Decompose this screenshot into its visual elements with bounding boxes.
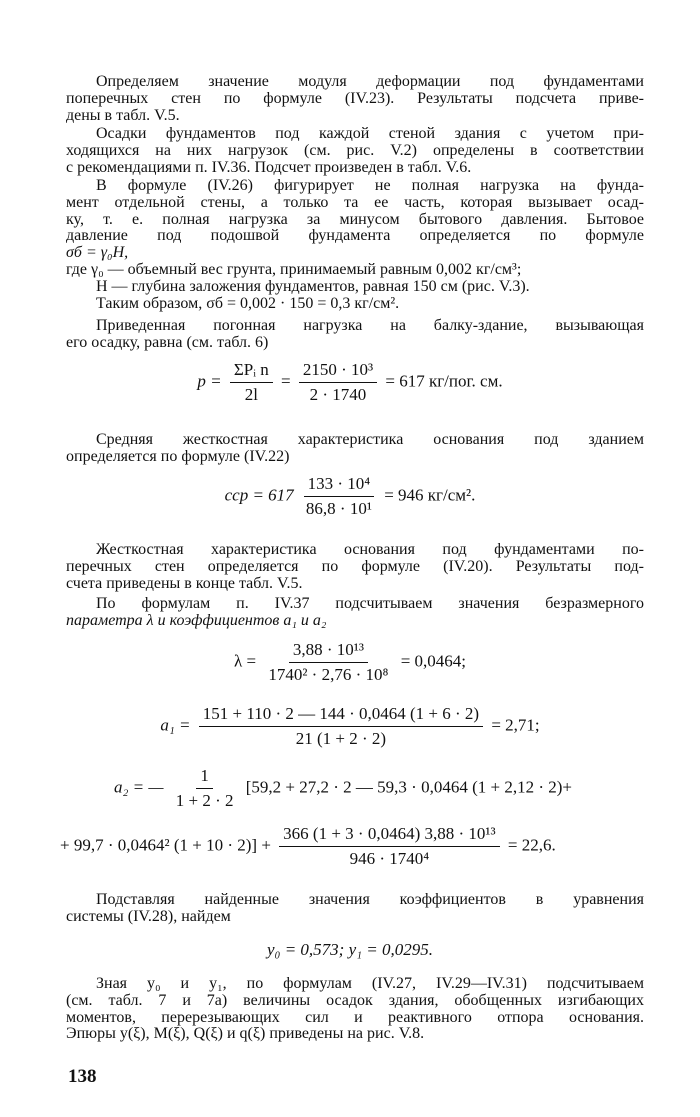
equation-a1	[0, 704, 700, 749]
denominator: 1740² · 2,76 · 10⁸	[268, 665, 389, 684]
text-line: ходящихся на них нагрузок (см. рис. V.2) определены в соответствии	[66, 141, 644, 159]
denominator: 946 · 1740⁴	[349, 849, 430, 868]
paragraph-knowing	[66, 976, 644, 1043]
eq-solution: y₀ = 0,573; y₁ = 0,0295.	[266, 940, 433, 959]
eq-term: + 99,7 · 0,0464² (1 + 10 · 2)] +	[60, 835, 271, 855]
text-line: По формулам п. IV.37 подсчитываем значения безразмерного	[96, 595, 644, 612]
numerator: 1	[196, 766, 213, 789]
paragraph-formulas	[66, 596, 644, 630]
fraction	[299, 360, 377, 405]
denominator: 2 · 1740	[309, 385, 367, 404]
text-line: Эпюры y(ξ), M(ξ), Q(ξ) и q(ξ) приведены на рис. V.8.	[66, 1025, 425, 1043]
eq-lhs: p =	[197, 371, 222, 391]
denominator: 86,8 · 10¹	[305, 499, 372, 518]
fraction	[172, 766, 238, 811]
paragraph-substitute	[66, 892, 644, 926]
equation-a2-line1	[114, 766, 572, 811]
equation-c	[0, 474, 700, 519]
equation-a2-line2	[60, 824, 556, 869]
numerator: 2150 · 10³	[299, 360, 377, 383]
text-line: (см. табл. 7 и 7а) величины осадок здания, обобщенных изгибающих	[66, 991, 644, 1009]
equation-lambda	[0, 640, 700, 685]
eq-lhs: cср = 617	[224, 485, 294, 505]
fraction	[302, 474, 376, 519]
text-line: Таким образом, σб = 0,002 · 150 = 0,3 кг/см².	[96, 294, 400, 312]
numerator: 366 (1 + 3 · 0,0464) 3,88 · 10¹³	[279, 824, 499, 847]
text-line: поперечных стен по формуле (IV.23). Результаты подсчета приве-	[66, 89, 644, 107]
eq-sign: =	[281, 371, 291, 391]
paragraph-stiffness-transverse	[66, 542, 644, 592]
eq-result: = 946 кг/см².	[384, 485, 476, 505]
eq-lhs: a₁ =	[160, 715, 191, 735]
equation-p	[0, 360, 700, 405]
text-line: ку, т. е. полная нагрузка за минусом бытового давления. Бытовое	[66, 210, 644, 228]
numerator: 151 + 110 · 2 — 144 · 0,0464 (1 + 6 · 2)	[199, 704, 483, 727]
text-line: дены в табл. V.5.	[66, 106, 180, 124]
text-line: σб = γ₀H,	[66, 244, 129, 262]
text-line: где γ₀ — объемный вес грунта, принимаемый равным 0,002 кг/см³;	[66, 261, 522, 278]
eq-lhs: a₂ = —	[114, 777, 164, 797]
text-line: Жесткостная характеристика основания под фундаментами по-	[96, 541, 644, 558]
paragraph-where	[66, 262, 644, 312]
text-line: Средняя жесткостная характеристика основания под зданием	[96, 431, 644, 448]
text-line: определяется по формуле (IV.22)	[66, 447, 290, 465]
paragraph-reduced-load	[66, 318, 644, 352]
eq-lhs: λ =	[233, 651, 257, 671]
fraction	[264, 640, 392, 685]
denominator: 21 (1 + 2 · 2)	[295, 729, 387, 748]
text-line: мент отдельной стены, а только та ее часть, которая вызывает осад-	[66, 193, 644, 211]
page-number: 138	[68, 1066, 97, 1087]
text-line: счета приведены в конце табл. V.5.	[66, 574, 303, 592]
eq-result: = 617 кг/пог. см.	[385, 371, 503, 391]
text-line: параметра λ и коэффициентов a₁ и a₂	[66, 611, 327, 629]
numerator: ΣPᵢ n	[230, 360, 273, 383]
fraction	[199, 704, 483, 749]
eq-result: = 0,0464;	[400, 651, 466, 671]
denominator: 1 + 2 · 2	[175, 791, 234, 810]
text-line: Зная y₀ и y₁, по формулам (IV.27, IV.29—IV.31) подсчитываем	[96, 975, 644, 992]
text-line: Подставляя найденные значения коэффициентов в уравнения	[96, 891, 644, 908]
text-line: давление под подошвой фундамента определяется по формуле	[66, 227, 644, 245]
paragraph-load	[66, 178, 644, 262]
fraction	[230, 360, 273, 405]
text-line: моментов, перерезывающих сил и реактивного отпора основания.	[66, 1008, 644, 1026]
text-line: В формуле (IV.26) фигурирует не полная нагрузка на фунда-	[96, 177, 644, 194]
text-line: Осадки фундаментов под каждой стеной здания с учетом при-	[96, 125, 644, 142]
text-line: перечных стен определяется по формуле (IV.20). Результаты под-	[66, 557, 644, 575]
paragraph-modulus	[66, 74, 644, 124]
text-line: Приведенная погонная нагрузка на балку-здание, вызывающая	[96, 317, 644, 334]
paragraph-average-stiffness	[66, 432, 644, 466]
equation-y-solution	[0, 940, 700, 960]
numerator: 3,88 · 10¹³	[289, 640, 368, 663]
numerator: 133 · 10⁴	[304, 474, 375, 497]
eq-result: = 22,6.	[507, 835, 556, 855]
fraction	[279, 824, 499, 869]
text-line: системы (IV.28), найдем	[66, 907, 231, 925]
text-line: его осадку, равна (см. табл. 6)	[66, 333, 269, 351]
text-line: Определяем значение модуля деформации под фундаментами	[96, 73, 644, 90]
eq-bracket: [59,2 + 27,2 · 2 — 59,3 · 0,0464 (1 + 2,12 · 2)+	[245, 777, 572, 797]
paragraph-settlement	[66, 126, 644, 176]
eq-result: = 2,71;	[491, 715, 540, 735]
text-line: H — глубина заложения фундаментов, равная 150 см (рис. V.3).	[96, 277, 530, 295]
denominator: 2l	[244, 385, 258, 404]
text-line: с рекомендациями п. IV.36. Подсчет произведен в табл. V.6.	[66, 158, 472, 176]
